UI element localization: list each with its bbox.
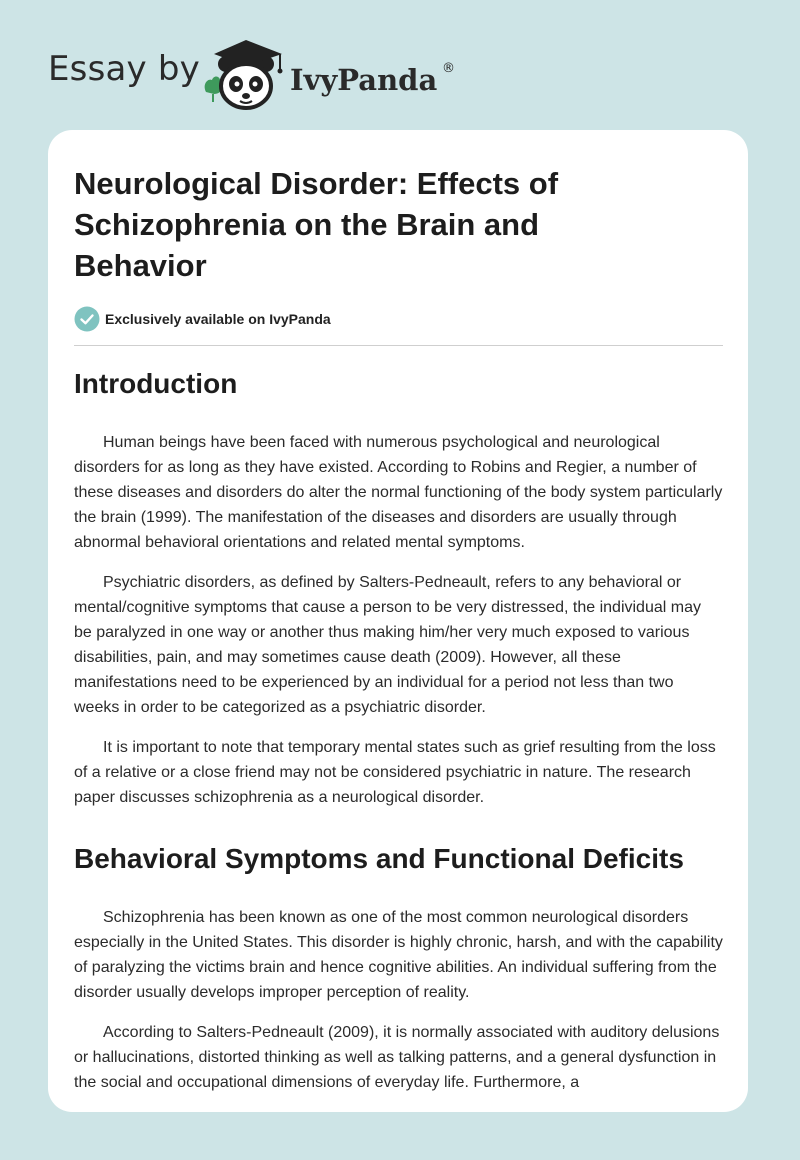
section-heading-behavioral-symptoms: Behavioral Symptoms and Functional Deficits	[74, 843, 684, 874]
page-title: Neurological Disorder: Effects of Schizophrenia on the Brain and Behavior	[74, 166, 559, 283]
section-heading-introduction: Introduction	[74, 368, 238, 399]
check-circle-icon	[74, 306, 100, 332]
paragraph: Human beings have been faced with numerous psychological and neurological disorders for as long as they have existed. According to Robins and Regier, a number of these diseases and disorders do alter the normal functioning of the body system particularly the brain (1999). The manifestation of the diseases and disorders are usually through abnormal behavioral orientations and related mental symptoms.	[74, 434, 723, 551]
paragraph: Schizophrenia has been known as one of the most common neurological disorders especially in the United States. This disorder is highly chronic, harsh, and with the capability of paralyzing the victims brain and hence cognitive abilities. An individual suffering from the disorder usually develops improper perception of reality.	[74, 909, 723, 1001]
exclusive-badge-label: Exclusively available on IvyPanda	[105, 311, 331, 327]
paragraph: It is important to note that temporary mental states such as grief resulting from the loss of a relative or a close friend may not be considered psychiatric in nature. The research paper discusses schizophrenia as a neurological disorder.	[74, 739, 716, 806]
exclusive-badge	[74, 306, 331, 332]
essay-by-label: Essay by	[48, 49, 200, 89]
paragraph: According to Salters-Pedneault (2009), it is normally associated with auditory delusions or hallucinations, distorted thinking as well as talking patterns, and a general dysfunction in the social and occupational dimensions of everyday life. Furthermore, a	[74, 1024, 720, 1091]
registered-mark: ®	[442, 61, 455, 76]
brand-header	[0, 0, 800, 130]
divider	[74, 345, 723, 346]
essay-card	[48, 130, 748, 1112]
essay-body	[74, 362, 723, 1095]
ivypanda-logo[interactable]	[200, 34, 470, 114]
paragraph: Psychiatric disorders, as defined by Salters-Pedneault, refers to any behavioral or mental/cognitive symptoms that cause a person to be very distressed, the individual may be paralyzed in one way or another thus making him/her very much exposed to various disabilities, pain, and may sometimes cause death (2009). However, all these manifestations need to be experienced by an individual for a period not less than two weeks in order to be categorized as a psychiatric disorder.	[74, 574, 701, 716]
ivypanda-wordmark: IvyPanda	[290, 63, 438, 97]
panda-mascot-icon	[214, 40, 283, 108]
